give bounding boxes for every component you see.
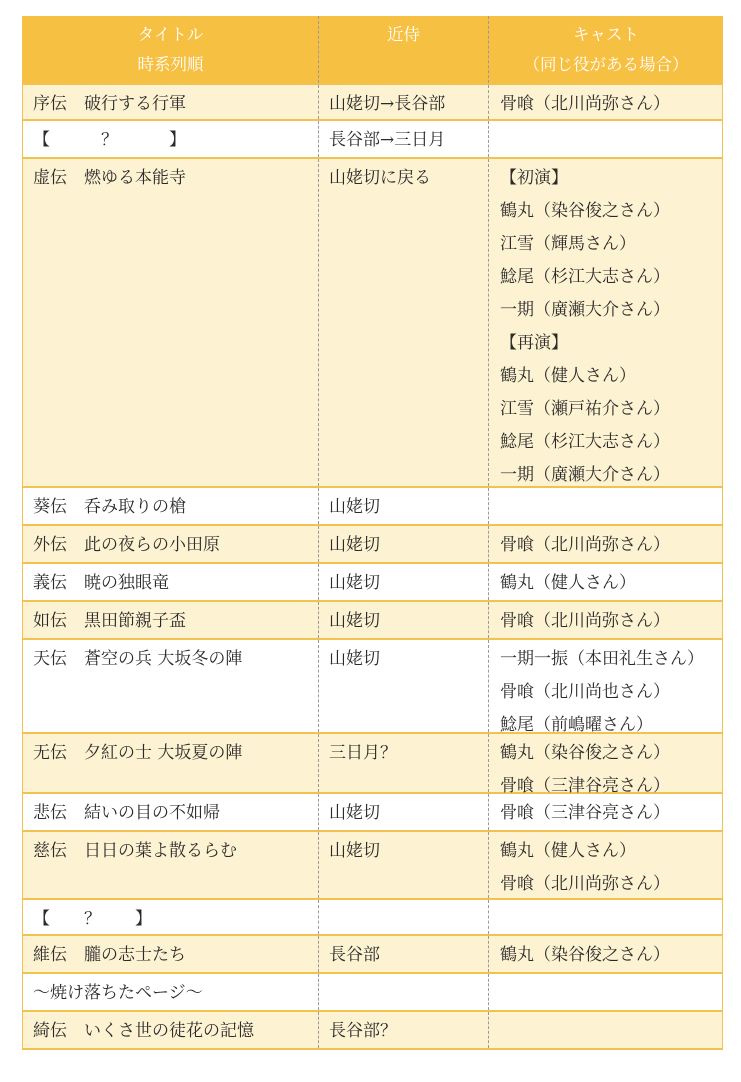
table-row [23, 85, 722, 121]
kinji-cell [319, 734, 489, 792]
header-title-cell [23, 16, 319, 83]
cast-entry: 一期一振（本田礼生さん） [500, 649, 704, 669]
title-text: 葵伝 呑み取りの槍 [33, 497, 186, 517]
title-cell [23, 564, 319, 600]
cast-entry: 鶴丸（健人さん） [500, 573, 636, 593]
title-cell [23, 832, 319, 898]
table-row [23, 832, 722, 900]
kinji-cell [319, 974, 489, 1010]
header-cast: キャスト [573, 25, 639, 44]
title-cell [23, 734, 319, 792]
cast-cell [489, 936, 722, 972]
cast-entry: 骨喰（北川尚弥さん） [500, 874, 670, 894]
title-text: 外伝 此の夜らの小田原 [33, 535, 220, 555]
cast-entry: 鶴丸（染谷俊之さん） [500, 201, 670, 221]
cast-cell [489, 564, 722, 600]
title-text: 序伝 破行する行軍 [33, 94, 186, 114]
cast-entry: 骨喰（三津谷亮さん） [500, 803, 670, 823]
cast-cell [489, 526, 722, 562]
table-row [23, 159, 722, 488]
title-text: 如伝 黒田節親子盃 [33, 611, 186, 631]
cast-entry: 鯰尾（前嶋曜さん） [500, 715, 653, 735]
table-row [23, 640, 722, 734]
cast-cell [489, 1012, 722, 1048]
kinji-text: 山姥切 [329, 535, 380, 555]
title-cell [23, 974, 319, 1010]
kinji-cell [319, 85, 489, 119]
header-kinji-cell [319, 16, 489, 83]
header-cast-cell [489, 16, 722, 83]
title-text: 无伝 夕紅の士 大坂夏の陣 [33, 743, 243, 763]
table-row [23, 564, 722, 602]
table-row [23, 974, 722, 1012]
cast-entry: 江雪（輝馬さん） [500, 234, 636, 254]
title-cell [23, 794, 319, 830]
kinji-cell [319, 159, 489, 486]
table-row [23, 794, 722, 832]
kinji-cast-table [22, 16, 723, 1050]
header-cast-sub: （同じ役がある場合） [523, 55, 689, 74]
kinji-cell [319, 1012, 489, 1048]
cast-cell [489, 640, 722, 735]
title-text: 綺伝 いくさ世の徒花の記憶 [33, 1021, 254, 1041]
cast-entry: 【初演】 [500, 168, 568, 188]
title-cell [23, 526, 319, 562]
cast-entry: 鶴丸（健人さん） [500, 366, 636, 386]
cast-entry: 江雪（瀬戸祐介さん） [500, 399, 670, 419]
title-cell [23, 159, 319, 486]
table-row [23, 121, 722, 159]
cast-cell [489, 974, 722, 1010]
table-row [23, 936, 722, 974]
table-row [23, 602, 722, 640]
title-cell [23, 1012, 319, 1048]
kinji-text: 三日月？ [329, 743, 397, 763]
cast-entry: 【再演】 [500, 333, 568, 353]
kinji-cell [319, 564, 489, 600]
cast-cell [489, 85, 722, 119]
title-cell [23, 488, 319, 524]
kinji-text: 山姥切 [329, 803, 380, 823]
header-title-sub: 時系列順 [137, 55, 204, 74]
cast-entry: 骨喰（北川尚弥さん） [500, 611, 670, 631]
kinji-cell [319, 936, 489, 972]
title-cell [23, 85, 319, 119]
cast-cell [489, 602, 722, 638]
kinji-cell [319, 794, 489, 830]
kinji-text: 長谷部 [329, 945, 380, 965]
cast-cell [489, 900, 722, 934]
kinji-cell [319, 602, 489, 638]
kinji-cell [319, 900, 489, 934]
kinji-text: 山姥切に戻る [329, 168, 431, 188]
title-text: 維伝 朧の志士たち [33, 945, 186, 965]
kinji-text: 山姥切 [329, 611, 380, 631]
cast-entry: 骨喰（北川尚弥さん） [500, 94, 670, 114]
table-row [23, 1012, 722, 1050]
title-text: 〜焼け落ちたページ〜 [33, 983, 203, 1003]
kinji-cell [319, 640, 489, 732]
cast-entry: 鯰尾（杉江大志さん） [500, 267, 670, 287]
cast-cell [489, 159, 722, 486]
kinji-cell [319, 488, 489, 524]
kinji-text: 山姥切 [329, 497, 380, 517]
cast-entry: 骨喰（北川尚弥さん） [500, 535, 670, 555]
table-body [23, 85, 722, 1050]
cast-cell [489, 734, 722, 796]
title-text: 義伝 暁の独眼竜 [33, 573, 169, 593]
title-text: 【 ？ 】 [33, 909, 152, 929]
cast-entry: 鯰尾（杉江大志さん） [500, 432, 670, 452]
cast-cell [489, 488, 722, 524]
cast-entry: 一期（廣瀬大介さん） [500, 465, 670, 485]
cast-cell [489, 794, 722, 830]
kinji-text: 長谷部？ [329, 1021, 397, 1041]
kinji-text: 山姥切 [329, 573, 380, 593]
kinji-text: 山姥切 [329, 841, 380, 861]
cast-cell [489, 121, 722, 157]
title-text: 【 ？ 】 [33, 130, 186, 150]
title-cell [23, 900, 319, 934]
cast-entry: 骨喰（三津谷亮さん） [500, 776, 670, 796]
kinji-text: 山姥切 [329, 649, 380, 669]
kinji-cell [319, 121, 489, 157]
title-cell [23, 602, 319, 638]
cast-entry: 骨喰（北川尚也さん） [500, 682, 670, 702]
table-row [23, 488, 722, 526]
kinji-cell [319, 832, 489, 898]
kinji-text: 長谷部→三日月 [329, 130, 446, 150]
kinji-cell [319, 526, 489, 562]
header-title: タイトル [137, 25, 204, 44]
table-row [23, 526, 722, 564]
cast-entry: 一期（廣瀬大介さん） [500, 300, 670, 320]
cast-cell [489, 832, 722, 898]
table-row [23, 900, 722, 936]
title-cell [23, 121, 319, 157]
title-text: 天伝 蒼空の兵 大坂冬の陣 [33, 649, 243, 669]
cast-entry: 鶴丸（染谷俊之さん） [500, 945, 670, 965]
cast-entry: 鶴丸（健人さん） [500, 841, 636, 861]
title-text: 慈伝 日日の葉よ散るらむ [33, 841, 237, 861]
title-cell [23, 640, 319, 732]
title-text: 虚伝 燃ゆる本能寺 [33, 168, 186, 188]
title-text: 悲伝 結いの目の不如帰 [33, 803, 220, 823]
cast-entry: 鶴丸（染谷俊之さん） [500, 743, 670, 763]
table-header [23, 16, 722, 85]
kinji-text: 山姥切→長谷部 [329, 94, 446, 114]
table-row [23, 734, 722, 794]
header-kinji: 近侍 [387, 25, 420, 44]
title-cell [23, 936, 319, 972]
